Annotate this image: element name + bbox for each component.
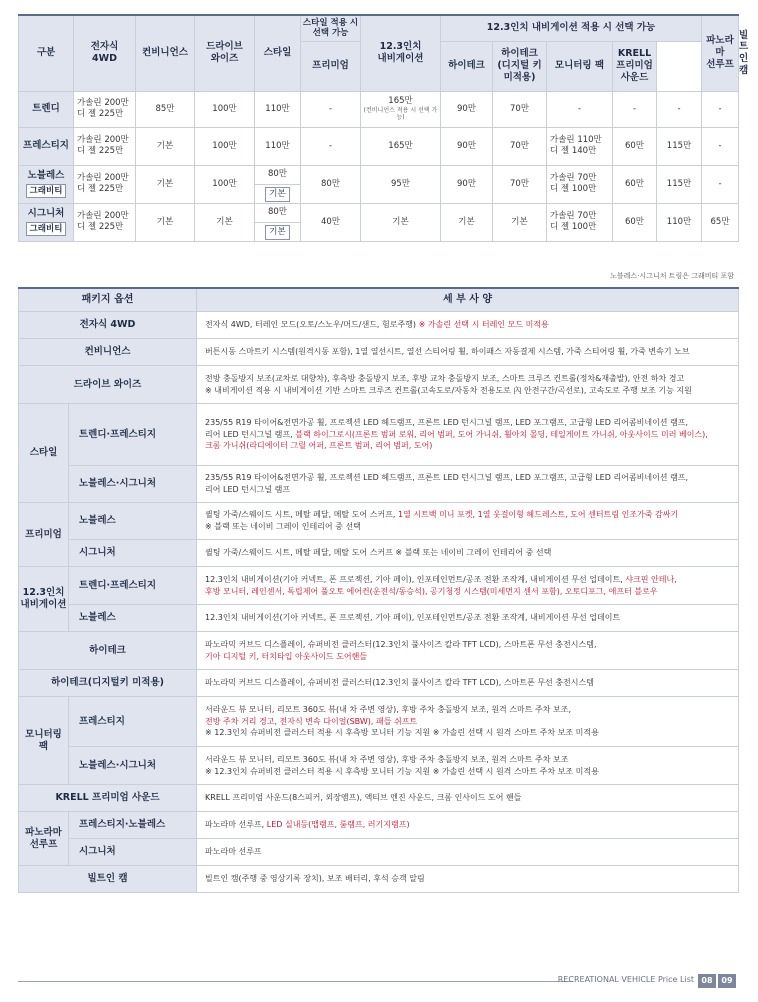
convenience-price: 85만	[136, 91, 195, 127]
panorama-price: 115만	[657, 127, 702, 165]
table-row	[19, 404, 739, 466]
table-row	[19, 127, 739, 165]
option-navi-noblesse-label: 노블레스	[69, 605, 197, 632]
option-navi-label: 12.3인치 내비게이션	[19, 567, 69, 632]
option-panorama-prestige-desc: 파노라마 선루프, LED 실내등(맵램프, 룸램프, 러기지램프)	[197, 812, 739, 839]
navi-price: 165만	[361, 127, 441, 165]
style-price: 110만	[255, 91, 301, 127]
option-hitech-label: 하이테크	[19, 632, 197, 670]
awd-price: 가솔린 200만 디 젤 225만	[74, 127, 136, 165]
option-drive-wise-desc: 전방 충돌방지 보조(교차로 대향차), 후측방 충돌방지 보조, 후방 교차 충돌방지 보조, 스마트 크루즈 컨트롤(정차&재출발), 안전 하차 경고 ※ 내비게이션 적용 시 내비게이션 기반 스마트 크루즈 컨트롤(고속도로/자동차 전용도로 內 안전구간/곡선로), 고속도로 주행 보조 기능 지원	[197, 366, 739, 404]
premium-price: 40만	[301, 203, 361, 241]
table-row	[19, 567, 739, 605]
header-premium: 프리미엄	[301, 41, 361, 91]
gravity-badge: 그래비티	[26, 184, 67, 199]
table-row	[19, 91, 739, 127]
option-panorama-signature-label: 시그니처	[69, 839, 197, 866]
option-monitoring-prestige-label: 프레스티지	[69, 697, 197, 747]
style-price-gravity: 기본	[255, 184, 301, 203]
style-price-gravity: 기본	[255, 222, 301, 241]
option-detail-table	[18, 287, 739, 893]
table-row	[19, 812, 739, 839]
drive-wise-price: 100만	[195, 165, 255, 203]
option-builtin-cam-desc: 빌트인 캠(주행 중 영상기록 장치), 보조 배터리, 후석 승객 알림	[197, 866, 739, 893]
panorama-price: 110만	[657, 203, 702, 241]
hitech-digital-price: 70만	[493, 127, 547, 165]
option-navi-noblesse-desc: 12.3인치 내비게이션(기아 커넥트, 폰 프로젝션, 기아 페이), 인포테인먼트/공조 전환 조작계, 내비게이션 무선 업데이트	[197, 605, 739, 632]
header-detail: 세 부 사 양	[197, 288, 739, 312]
trim-prestige: 프레스티지	[19, 127, 74, 165]
table-row	[19, 697, 739, 747]
table-row	[19, 540, 739, 567]
table-row	[19, 839, 739, 866]
header-navi: 12.3인치 내비게이션	[361, 15, 441, 91]
premium-price: -	[301, 91, 361, 127]
option-krell-label: KRELL 프리미엄 사운드	[19, 785, 197, 812]
panorama-price: -	[657, 91, 702, 127]
header-monitoring: 모니터링 팩	[547, 41, 613, 91]
option-panorama-label: 파노라마 선루프	[19, 812, 69, 866]
page-number-left: 08	[698, 974, 716, 988]
navi-price: 95만	[361, 165, 441, 203]
table-row	[19, 866, 739, 893]
premium-price: -	[301, 127, 361, 165]
option-monitoring-noblesse-desc: 서라운드 뷰 모니터, 리모트 360도 뷰(내 차 주변 영상), 후방 주차 충돌방지 보조, 원격 스마트 주차 보조 ※ 12.3인치 슈퍼비전 클러스터 적용 시 후측방 모니터 기능 지원 ※ 가솔린 선택 시 원격 스마트 주차 보조 미적용	[197, 747, 739, 785]
krell-price: 60만	[613, 203, 657, 241]
hitech-price: 90만	[441, 91, 493, 127]
header-krell: KRELL 프리미엄 사운드	[613, 41, 657, 91]
convenience-price: 기본	[136, 165, 195, 203]
option-style-trendy-desc: 235/55 R19 타이어&전면가공 휠, 프로젝션 LED 헤드램프, 프론트 LED 턴시그널 램프, LED 포그램프, 고급형 LED 리어콤비네이션 램프, 리어 LED 턴시그널 램프, 블랙 하이그로시(프론트 범퍼 로워, 리어 범퍼, 도어 가니쉬, 휠아치 몰딩, 테일게이트 가니쉬, 아웃사이드 미러 베이스), 크롬 가니쉬(라디에이터 그릴 어퍼, 프론트 범퍼, 리어 범퍼, 도어)	[197, 404, 739, 466]
option-hitech-desc: 파노라믹 커브드 디스플레이, 슈퍼비전 클러스터(12.3인치 풀사이즈 칼라 TFT LCD), 스마트폰 무선 충전시스템, 기아 디지털 키, 터치타입 아웃사이드 도어핸들	[197, 632, 739, 670]
trim-signature: 시그니처 그래비티	[19, 203, 74, 241]
hitech-price: 90만	[441, 165, 493, 203]
option-hitech-digital-label: 하이테크(디지털키 미적용)	[19, 670, 197, 697]
panorama-price: 115만	[657, 165, 702, 203]
option-premium-label: 프리미엄	[19, 503, 69, 567]
option-convenience-desc: 버튼시동 스마트키 시스템(원격시동 포함), 1열 열선시트, 열선 스티어링 휠, 하이패스 자동결제 시스템, 가죽 스티어링 휠, 가죽 변속기 노브	[197, 339, 739, 366]
footer-divider	[18, 981, 573, 982]
builtin-cam-price: -	[702, 127, 739, 165]
option-panorama-signature-desc: 파노라마 선루프	[197, 839, 739, 866]
header-style: 스타일	[255, 15, 301, 91]
table-row	[19, 785, 739, 812]
option-drive-wise-label: 드라이브 와이즈	[19, 366, 197, 404]
header-package: 패키지 옵션	[19, 288, 197, 312]
table-row	[19, 466, 739, 503]
table-row	[19, 670, 739, 697]
header-style-group: 스타일 적용 시 선택 가능	[301, 15, 361, 41]
drive-wise-price: 기본	[195, 203, 255, 241]
hitech-price: 기본	[441, 203, 493, 241]
awd-price: 가솔린 200만 디 젤 225만	[74, 91, 136, 127]
option-premium-signature-desc: 퀼팅 가죽/스웨이드 시트, 메탈 페달, 메탈 도어 스커프 ※ 블랙 또는 네이비 그레이 인테리어 중 선택	[197, 540, 739, 567]
footer-title: RECREATIONAL VEHICLE Price List	[557, 975, 694, 984]
style-price: 110만	[255, 127, 301, 165]
hitech-price: 90만	[441, 127, 493, 165]
option-premium-signature-label: 시그니처	[69, 540, 197, 567]
monitoring-price: -	[547, 91, 613, 127]
awd-price: 가솔린 200만 디 젤 225만	[74, 165, 136, 203]
option-premium-noblesse-label: 노블레스	[69, 503, 197, 540]
table-row	[19, 605, 739, 632]
page-footer	[18, 975, 738, 989]
header-hitech-digital: 하이테크 (디지털 키 미적용)	[493, 41, 547, 91]
page-number-right: 09	[718, 974, 736, 988]
krell-price: 60만	[613, 165, 657, 203]
style-price: 80만	[255, 203, 301, 222]
option-price-table: 구분 전자식 4WD 컨비니언스 드라이브 와이즈 스타일 스타일 적용 시 선택 가능 12.3인치 내비게이션 12.3인치 내비게이션 적용 시 선택 가능 파노라마 선루프 빌트인 캠 프리미엄 하이테크 하이테크 (디지털 키 미적용) 모니터링 팩 KRELL 프리미엄 사운드 트렌디 가솔린 200만 디 젤 225만 85만 100만 110만 - 165만 (컨비니언스 적용 시 선택 가능) 90만 70만 - - - - 프레스티지 가솔린 200만 디 젤 225만 기본 100만 110만 - 165만 90만 70만 가솔린 110만 디 젤 140만 60만 115만 - 노블레스 그래비티 가솔린 200만 디 젤 225만 기본 100만 80만 80만 95만 90만 70만 가솔린 70만 디 젤 100만 60만 115만 - 기본 시그니처 그래비티 가솔린 200만 디 젤 225만 기본 기본 80만 40만 기본 기본 기본 가솔린 70만 디 젤 100만 60만 110만 65만 기본	[18, 14, 739, 242]
header-convenience: 컨비니언스	[136, 15, 195, 91]
option-krell-desc: KRELL 프리미엄 사운드(8스피커, 외장앰프), 액티브 엔진 사운드, 크롬 인사이드 도어 핸들	[197, 785, 739, 812]
builtin-cam-price: -	[702, 91, 739, 127]
option-style-trendy-label: 트렌디·프레스티지	[69, 404, 197, 466]
header-navi-group: 12.3인치 내비게이션 적용 시 선택 가능	[441, 15, 702, 41]
table-row	[19, 366, 739, 404]
monitoring-price: 가솔린 70만 디 젤 100만	[547, 165, 613, 203]
option-monitoring-prestige-desc: 서라운드 뷰 모니터, 리모트 360도 뷰(내 차 주변 영상), 후방 주차 충돌방지 보조, 원격 스마트 주차 보조, 전방 주차 거리 경고, 전자식 변속 다이얼(SBW), 패들 쉬프트 ※ 12.3인치 슈퍼비전 클러스터 적용 시 후측방 모니터 기능 지원 ※ 가솔린 선택 시 원격 스마트 주차 보조 미적용	[197, 697, 739, 747]
table-row	[19, 339, 739, 366]
price-sheet	[18, 14, 749, 242]
trim-noblesse: 노블레스 그래비티	[19, 165, 74, 203]
drive-wise-price: 100만	[195, 127, 255, 165]
table-row	[19, 165, 739, 184]
hitech-digital-price: 기본	[493, 203, 547, 241]
header-hitech: 하이테크	[441, 41, 493, 91]
option-monitoring-label: 모니터링 팩	[19, 697, 69, 785]
option-hitech-digital-desc: 파노라믹 커브드 디스플레이, 슈퍼비전 클러스터(12.3인치 풀사이즈 칼라 TFT LCD), 스마트폰 무선 충전시스템	[197, 670, 739, 697]
header-awd: 전자식 4WD	[74, 15, 136, 91]
option-awd-desc: 전자식 4WD, 터레인 모드(오토/스노우/머드/샌드, 험로주행) ※ 가솔린 선택 시 터레인 모드 미적용	[197, 312, 739, 339]
option-style-noblesse-label: 노블레스·시그니처	[69, 466, 197, 503]
table-row	[19, 503, 739, 540]
builtin-cam-price: 65만	[702, 203, 739, 241]
trim-note: 노블레스·시그니처 트림은 그래비티 포함	[610, 272, 734, 280]
krell-price: -	[613, 91, 657, 127]
option-style-noblesse-desc: 235/55 R19 타이어&전면가공 휠, 프로젝션 LED 헤드램프, 프론트 LED 턴시그널 램프, LED 포그램프, 고급형 LED 리어콤비네이션 램프, 리어 LED 턴시그널 램프	[197, 466, 739, 503]
hitech-digital-price: 70만	[493, 165, 547, 203]
hitech-digital-price: 70만	[493, 91, 547, 127]
table-row	[19, 632, 739, 670]
header-drive-wise: 드라이브 와이즈	[195, 15, 255, 91]
option-monitoring-noblesse-label: 노블레스·시그니처	[69, 747, 197, 785]
style-price: 80만	[255, 165, 301, 184]
builtin-cam-price: -	[702, 165, 739, 203]
navi-note: (컨비니언스 적용 시 선택 가능)	[363, 106, 438, 122]
monitoring-price: 가솔린 110만 디 젤 140만	[547, 127, 613, 165]
header-gubun: 구분	[19, 15, 74, 91]
convenience-price: 기본	[136, 203, 195, 241]
option-premium-noblesse-desc: 퀼팅 가죽/스웨이드 시트, 메탈 페달, 메탈 도어 스커프, 1열 시트백 미니 포켓, 1열 웃걸이형 헤드레스트, 도어 센터트림 인조가죽 감싸기 ※ 블랙 또는 네이비 그레이 인테리어 중 선택	[197, 503, 739, 540]
drive-wise-price: 100만	[195, 91, 255, 127]
option-style-label: 스타일	[19, 404, 69, 503]
table-row	[19, 203, 739, 222]
monitoring-price: 가솔린 70만 디 젤 100만	[547, 203, 613, 241]
premium-price: 80만	[301, 165, 361, 203]
table-row	[19, 747, 739, 785]
convenience-price: 기본	[136, 127, 195, 165]
trim-trendy: 트렌디	[19, 91, 74, 127]
option-panorama-prestige-label: 프레스티지·노블레스	[69, 812, 197, 839]
option-navi-trendy-desc: 12.3인치 내비게이션(기아 커넥트, 폰 프로젝션, 기아 페이), 인포테인먼트/공조 전환 조작계, 내비게이션 무선 업데이트, 샤크핀 안테나, 후방 모니터, 레인센서, 독립제어 풀오토 에어컨(운전석/동승석), 공기청정 시스템(미세먼지 센서 포함), 오토디포그, 애프터 블로우	[197, 567, 739, 605]
gravity-badge: 그래비티	[26, 222, 67, 237]
krell-price: 60만	[613, 127, 657, 165]
option-convenience-label: 컨비니언스	[19, 339, 197, 366]
option-navi-trendy-label: 트렌디·프레스티지	[69, 567, 197, 605]
header-panorama: 파노라마 선루프	[702, 15, 739, 91]
table-row	[19, 312, 739, 339]
navi-price: 기본	[361, 203, 441, 241]
navi-price: 165만 (컨비니언스 적용 시 선택 가능)	[361, 91, 441, 127]
option-awd-label: 전자식 4WD	[19, 312, 197, 339]
option-builtin-cam-label: 빌트인 캠	[19, 866, 197, 893]
awd-price: 가솔린 200만 디 젤 225만	[74, 203, 136, 241]
